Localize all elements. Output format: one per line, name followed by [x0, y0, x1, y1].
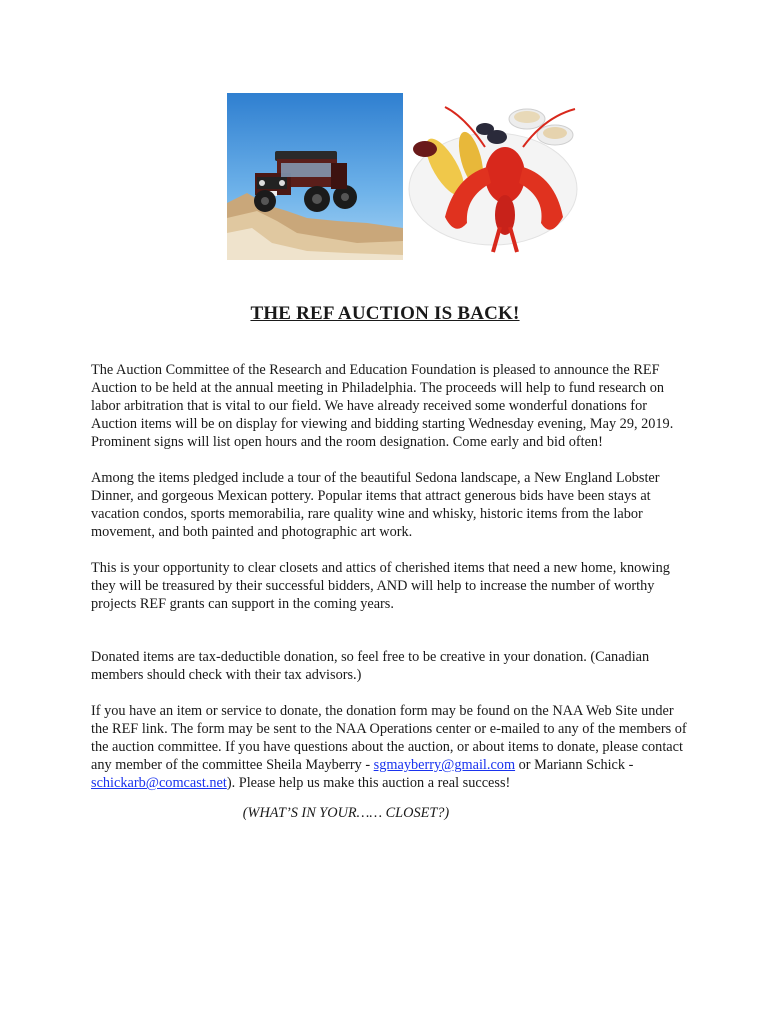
paragraph-intro: The Auction Committee of the Research and Education Foundation is pleased to announce the REF Auction to be held at the annual meeting in Philadelphia. The proceeds will help to fund research on labor arbitration that is vital to our field. We have already received some wonderful donations for Auction items will be on display for viewing and bidding starting Wednesday evening, May 29, 2019. Prominent signs will list open hours and the room designation. Come early and bid often! — [91, 362, 674, 450]
header-images — [227, 93, 587, 261]
closing-tagline: (WHAT’S IN YOUR…… CLOSET?) — [242, 805, 450, 821]
page-title: THE REF AUCTION IS BACK! — [250, 303, 520, 324]
email-link-schickarb[interactable]: schickarb@comcast.net — [91, 775, 227, 791]
donation-text-part1: If you have an item or service to donate, the donation form may be found on the NAA Web Site under the REF link. The form may be sent to the NAA Operations center or e-mailed to any of the members of the auction committee. If you have questions about the auction, or about items to donate, please contact any member of the committee Sheila Mayberry - — [91, 703, 687, 773]
announcement-body — [91, 361, 691, 822]
jeep-photo — [227, 93, 403, 260]
email-link-sgmayberry[interactable]: sgmayberry@gmail.com — [373, 757, 516, 773]
paragraph-items-pledged: Among the items pledged include a tour of the beautiful Sedona landscape, a New England Lobster Dinner, and gorgeous Mexican pottery. Popular items that attract generous bids have been stays at vacation condos, sports memorabilia, rare quality wine and whisky, historic items from the labor movement, and both painted and photographic art work. — [91, 470, 660, 540]
donation-text-part3: ). Please help us make this auction a real success! — [226, 775, 511, 791]
donation-text-part2: or Mariann Schick - — [515, 757, 634, 773]
paragraph-donation-form — [91, 702, 691, 792]
lobster-dinner-photo — [405, 97, 583, 257]
paragraph-opportunity: This is your opportunity to clear closets and attics of cherished items that need a new home, knowing they will be treasured by their successful bidders, AND will help to increase the number of worthy projects REF grants can support in the coming years. — [91, 560, 670, 612]
paragraph-tax-deductible: Donated items are tax-deductible donation, so feel free to be creative in your donation. (Canadian members should check with their tax advisors.) — [91, 649, 650, 683]
